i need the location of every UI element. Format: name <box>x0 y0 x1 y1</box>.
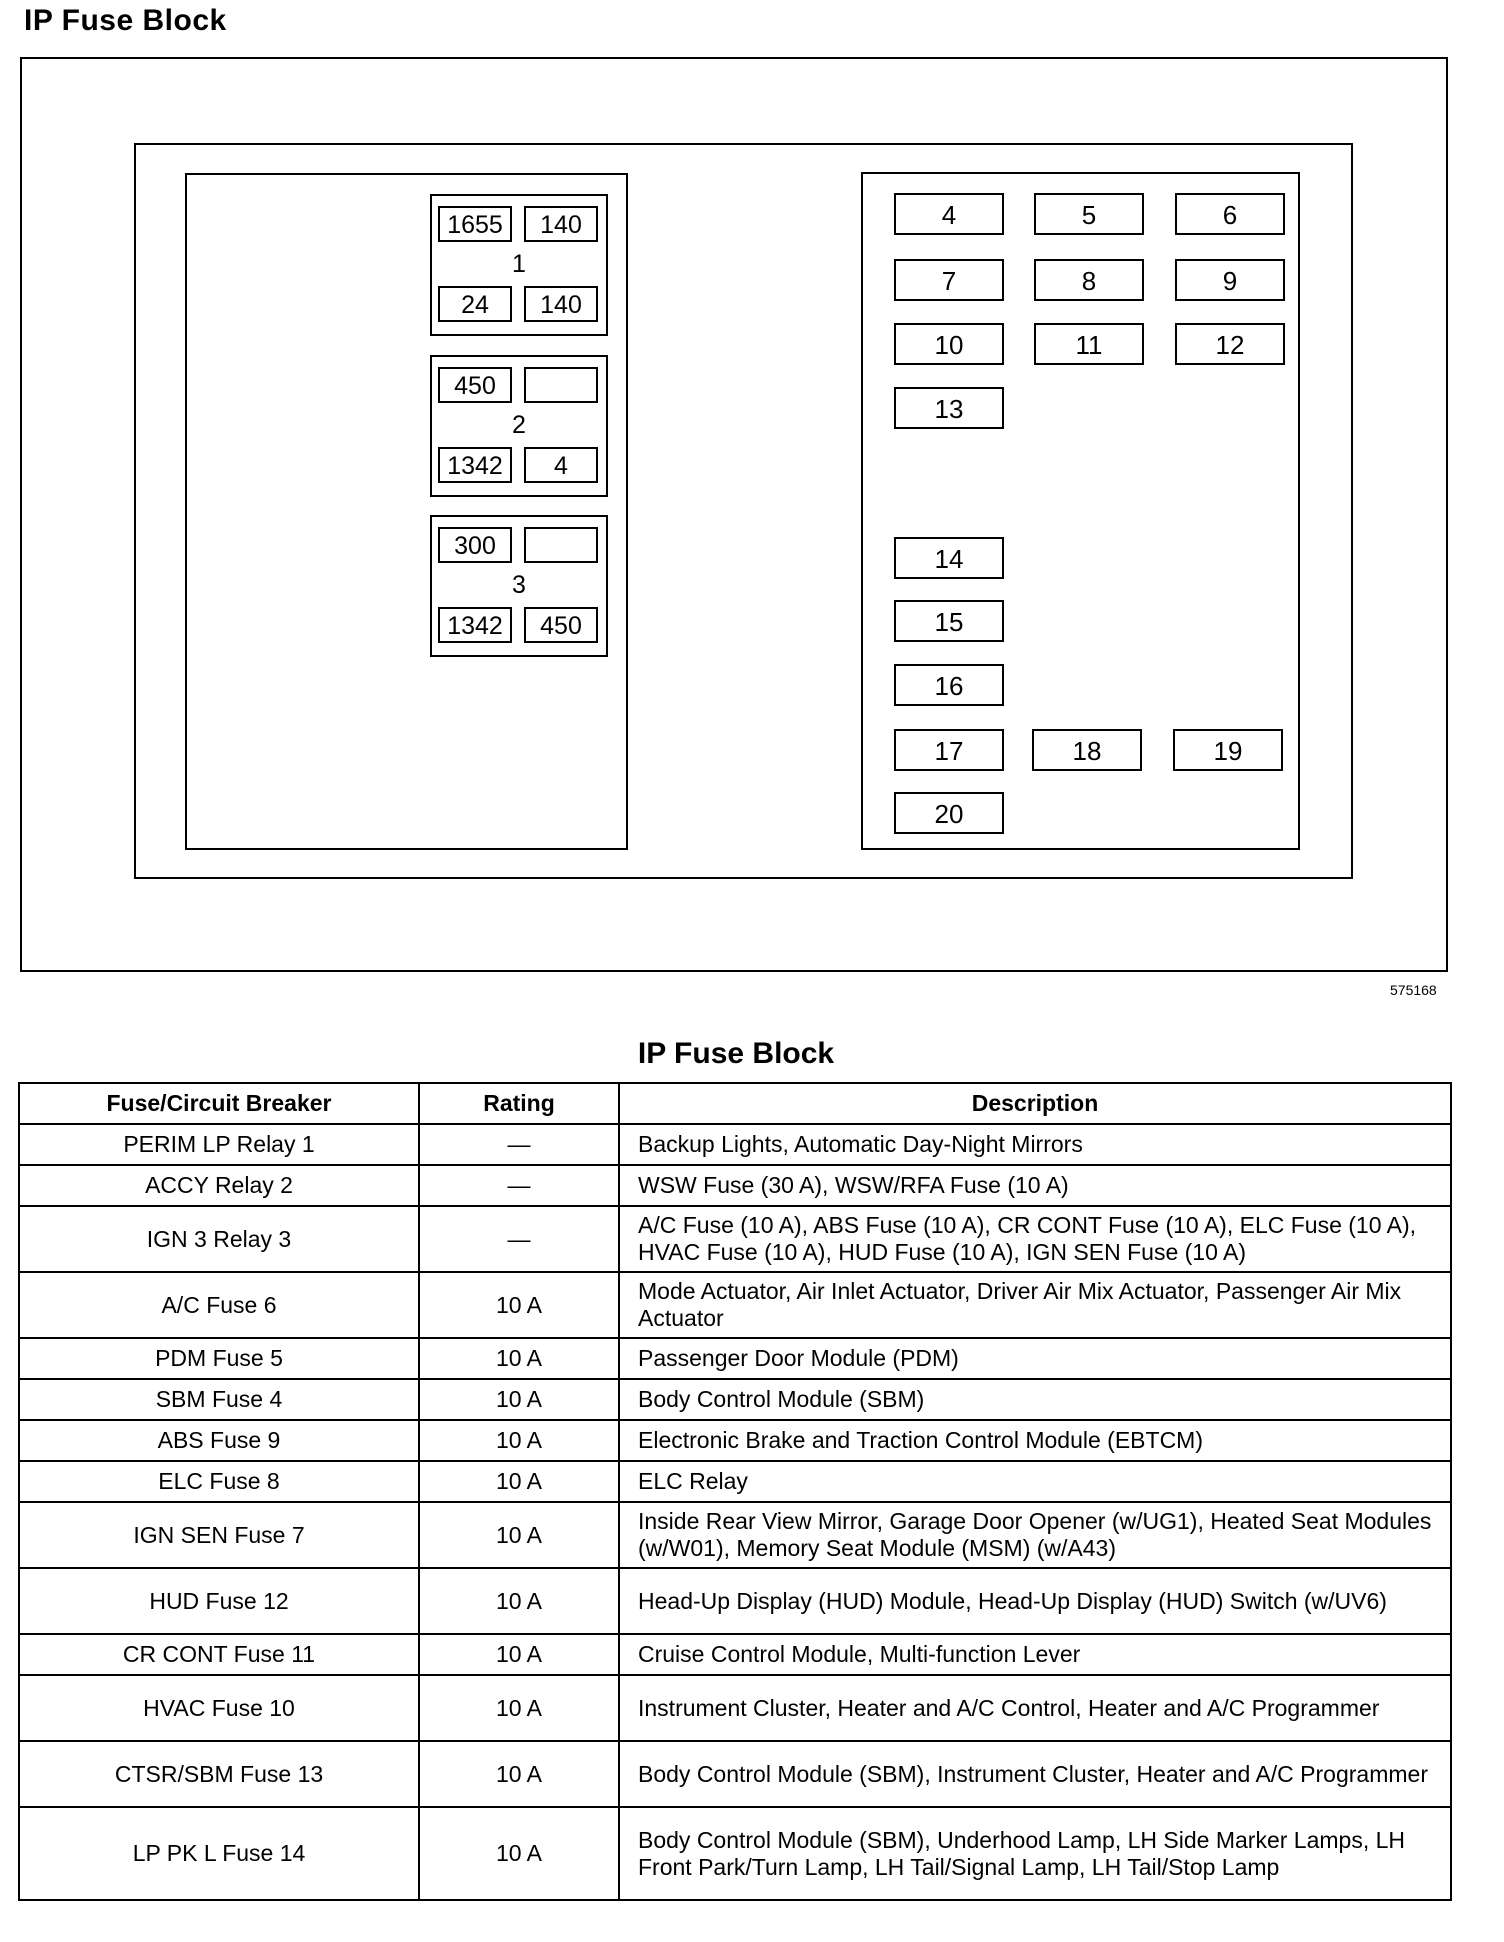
relay-1 <box>430 194 608 336</box>
table-row <box>19 1807 1451 1900</box>
fuse-slot-4: 4 <box>894 193 1004 235</box>
fuse-rating: 10 A <box>419 1272 619 1338</box>
fuse-description: Instrument Cluster, Heater and A/C Control, Heater and A/C Programmer <box>619 1675 1451 1741</box>
fuse-name: PDM Fuse 5 <box>19 1338 419 1379</box>
fuse-slot-6: 6 <box>1175 193 1285 235</box>
fuse-rating: — <box>419 1165 619 1206</box>
relay-2-cell-a: 450 <box>438 367 512 403</box>
fuse-rating: 10 A <box>419 1461 619 1502</box>
fuse-description: Passenger Door Module (PDM) <box>619 1338 1451 1379</box>
relay-1-cell-c: 24 <box>438 286 512 322</box>
fuse-name: IGN SEN Fuse 7 <box>19 1502 419 1568</box>
relay-3-cell-d: 450 <box>524 607 598 643</box>
table-row <box>19 1634 1451 1675</box>
relay-2-cell-b <box>524 367 598 403</box>
fuse-rating: 10 A <box>419 1634 619 1675</box>
fuse-name: SBM Fuse 4 <box>19 1379 419 1420</box>
fuse-description: Head-Up Display (HUD) Module, Head-Up Display (HUD) Switch (w/UV6) <box>619 1568 1451 1634</box>
relay-2-number: 2 <box>512 411 526 439</box>
fuse-slot-16: 16 <box>894 664 1004 706</box>
table-header-row <box>19 1083 1451 1124</box>
fuse-rating: 10 A <box>419 1502 619 1568</box>
fuse-slot-12: 12 <box>1175 323 1285 365</box>
relay-2 <box>430 355 608 497</box>
relay-1-cell-d: 140 <box>524 286 598 322</box>
relay-2-cell-c: 1342 <box>438 447 512 483</box>
fuse-slot-15: 15 <box>894 600 1004 642</box>
table-row <box>19 1420 1451 1461</box>
fuse-description: A/C Fuse (10 A), ABS Fuse (10 A), CR CONT Fuse (10 A), ELC Fuse (10 A), HVAC Fuse (10 A), HUD Fuse (10 A), IGN SEN Fuse (10 A) <box>619 1206 1451 1272</box>
fuse-rating: 10 A <box>419 1338 619 1379</box>
column-header: Fuse/Circuit Breaker <box>19 1083 419 1124</box>
table-row <box>19 1675 1451 1741</box>
relay-2-cell-d: 4 <box>524 447 598 483</box>
relay-3-number: 3 <box>512 571 526 599</box>
fuse-table <box>18 1082 1452 1901</box>
fuse-slot-13: 13 <box>894 387 1004 429</box>
table-row <box>19 1272 1451 1338</box>
fuse-slot-18: 18 <box>1032 729 1142 771</box>
fuse-description: Inside Rear View Mirror, Garage Door Opener (w/UG1), Heated Seat Modules (w/W01), Memory Seat Module (MSM) (w/A43) <box>619 1502 1451 1568</box>
fuse-slot-10: 10 <box>894 323 1004 365</box>
diagram-id: 575168 <box>1390 982 1437 998</box>
fuse-rating: 10 A <box>419 1420 619 1461</box>
fuse-name: IGN 3 Relay 3 <box>19 1206 419 1272</box>
fuse-rating: 10 A <box>419 1741 619 1807</box>
fuse-slot-7: 7 <box>894 259 1004 301</box>
fuse-rating: 10 A <box>419 1675 619 1741</box>
relay-3-cell-a: 300 <box>438 527 512 563</box>
fuse-slot-20: 20 <box>894 792 1004 834</box>
table-row <box>19 1379 1451 1420</box>
table-row <box>19 1502 1451 1568</box>
fuse-description: ELC Relay <box>619 1461 1451 1502</box>
fuse-rating: 10 A <box>419 1568 619 1634</box>
relay-3-cell-b <box>524 527 598 563</box>
relay-1-cell-a: 1655 <box>438 206 512 242</box>
fuse-name: ABS Fuse 9 <box>19 1420 419 1461</box>
fuse-name: LP PK L Fuse 14 <box>19 1807 419 1900</box>
fuse-rating: — <box>419 1206 619 1272</box>
fuse-rating: 10 A <box>419 1807 619 1900</box>
fuse-slot-19: 19 <box>1173 729 1283 771</box>
fuse-slot-17: 17 <box>894 729 1004 771</box>
table-row <box>19 1124 1451 1165</box>
fuse-slot-9: 9 <box>1175 259 1285 301</box>
fuse-name: HVAC Fuse 10 <box>19 1675 419 1741</box>
table-title: IP Fuse Block <box>637 1037 835 1070</box>
fuse-slot-8: 8 <box>1034 259 1144 301</box>
fuse-name: ACCY Relay 2 <box>19 1165 419 1206</box>
relay-1-cell-b: 140 <box>524 206 598 242</box>
fuse-name: A/C Fuse 6 <box>19 1272 419 1338</box>
fuse-slot-14: 14 <box>894 537 1004 579</box>
column-header: Description <box>619 1083 1451 1124</box>
table-row <box>19 1338 1451 1379</box>
fuse-rating: 10 A <box>419 1379 619 1420</box>
relay-3 <box>430 515 608 657</box>
fuse-description: WSW Fuse (30 A), WSW/RFA Fuse (10 A) <box>619 1165 1451 1206</box>
relay-1-number: 1 <box>512 250 526 278</box>
fuse-description: Body Control Module (SBM) <box>619 1379 1451 1420</box>
fuse-description: Electronic Brake and Traction Control Module (EBTCM) <box>619 1420 1451 1461</box>
fuse-description: Cruise Control Module, Multi-function Lever <box>619 1634 1451 1675</box>
table-row <box>19 1568 1451 1634</box>
fuse-name: ELC Fuse 8 <box>19 1461 419 1502</box>
relay-3-cell-c: 1342 <box>438 607 512 643</box>
fuse-description: Body Control Module (SBM), Underhood Lamp, LH Side Marker Lamps, LH Front Park/Turn Lamp, LH Tail/Signal Lamp, LH Tail/Stop Lamp <box>619 1807 1451 1900</box>
fuse-description: Mode Actuator, Air Inlet Actuator, Driver Air Mix Actuator, Passenger Air Mix Actuator <box>619 1272 1451 1338</box>
fuse-description: Backup Lights, Automatic Day-Night Mirrors <box>619 1124 1451 1165</box>
fuse-name: CR CONT Fuse 11 <box>19 1634 419 1675</box>
table-row <box>19 1165 1451 1206</box>
fuse-name: HUD Fuse 12 <box>19 1568 419 1634</box>
page-title: IP Fuse Block <box>24 4 227 37</box>
fuse-name: PERIM LP Relay 1 <box>19 1124 419 1165</box>
table-row <box>19 1206 1451 1272</box>
fuse-slot-5: 5 <box>1034 193 1144 235</box>
fuse-description: Body Control Module (SBM), Instrument Cluster, Heater and A/C Programmer <box>619 1741 1451 1807</box>
fuse-slot-11: 11 <box>1034 323 1144 365</box>
fuse-name: CTSR/SBM Fuse 13 <box>19 1741 419 1807</box>
fuse-rating: — <box>419 1124 619 1165</box>
table-row <box>19 1461 1451 1502</box>
table-row <box>19 1741 1451 1807</box>
column-header: Rating <box>419 1083 619 1124</box>
